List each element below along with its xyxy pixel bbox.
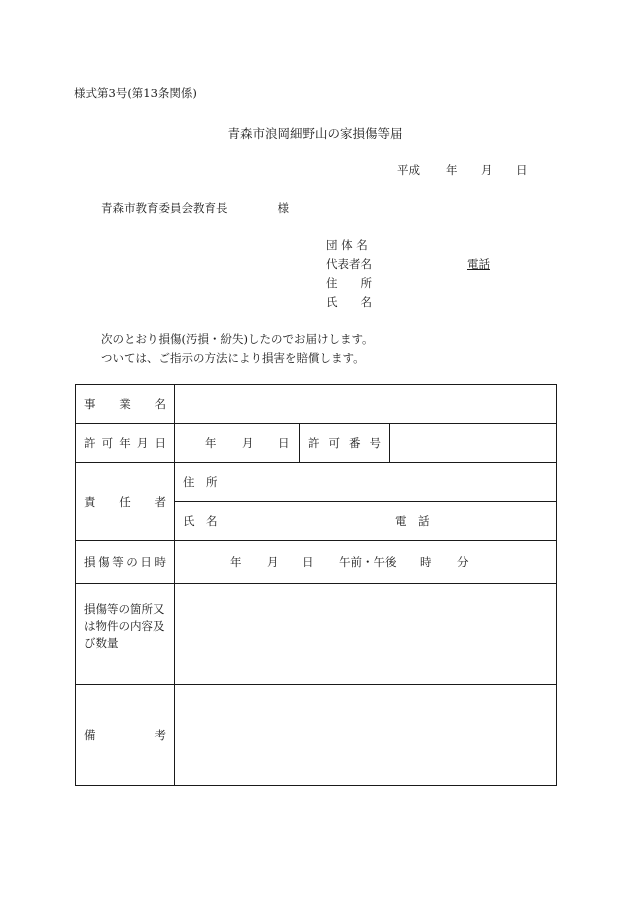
permit-number-label: 許 可 番 号 (300, 424, 390, 463)
row-permit (76, 424, 557, 463)
addressee (101, 200, 289, 216)
permit-number-field[interactable] (390, 424, 557, 463)
responsible-person-label: 責 任 者 (76, 463, 175, 541)
responsible-name-label: 氏 名 (183, 514, 218, 528)
address-label: 住 所 (326, 276, 372, 290)
form-number-label: 様式第3号(第13条関係) (74, 86, 197, 100)
remarks-field[interactable] (175, 685, 557, 786)
date-day-label: 日 (516, 163, 528, 177)
row-remarks (76, 685, 557, 786)
date-era: 平成 (397, 163, 420, 177)
responsible-name-field[interactable] (175, 502, 557, 541)
responsible-address-label: 住 所 (183, 475, 218, 489)
body-text-line-2: ついては、ご指示の方法により損害を賠償します。 (101, 351, 365, 365)
responsible-address-field[interactable] (175, 463, 557, 502)
name-label: 氏 名 (326, 295, 372, 309)
row-damage-location (76, 584, 557, 685)
date-month-label: 月 (481, 163, 493, 177)
permit-date-field[interactable]: 年 月 日 (175, 424, 300, 463)
damage-location-field[interactable] (175, 584, 557, 685)
row-responsible-address (76, 463, 557, 502)
document-title: 青森市浪岡細野山の家損傷等届 (227, 126, 403, 141)
body-text-line-1: 次のとおり損傷(汚損・紛失)したのでお届けします。 (101, 332, 374, 346)
representative-label: 代表者名 (326, 257, 372, 271)
damage-location-label: 損傷等の箇所又 は物件の内容及 び数量 (76, 584, 175, 685)
remarks-label: 備 考 (76, 685, 175, 786)
row-damage-datetime (76, 541, 557, 584)
addressee-name: 青森市教育委員会教育長 (101, 201, 228, 215)
row-business-name (76, 385, 557, 424)
damage-datetime-label: 損 傷 等 の 日 時 (76, 541, 175, 584)
damage-datetime-field[interactable]: 年 月 日 午前・午後 時 分 (175, 541, 557, 584)
phone-label: 電話 (467, 257, 490, 271)
damage-report-table (75, 384, 557, 786)
business-name-field[interactable] (175, 385, 557, 424)
addressee-honorific: 様 (277, 201, 289, 215)
date-year-label: 年 (446, 163, 458, 177)
permit-date-label: 許 可 年 月 日 (76, 424, 175, 463)
group-name-label: 団 体 名 (326, 238, 368, 252)
responsible-phone-label: 電 話 (395, 514, 430, 528)
business-name-label: 事 業 名 (76, 385, 175, 424)
